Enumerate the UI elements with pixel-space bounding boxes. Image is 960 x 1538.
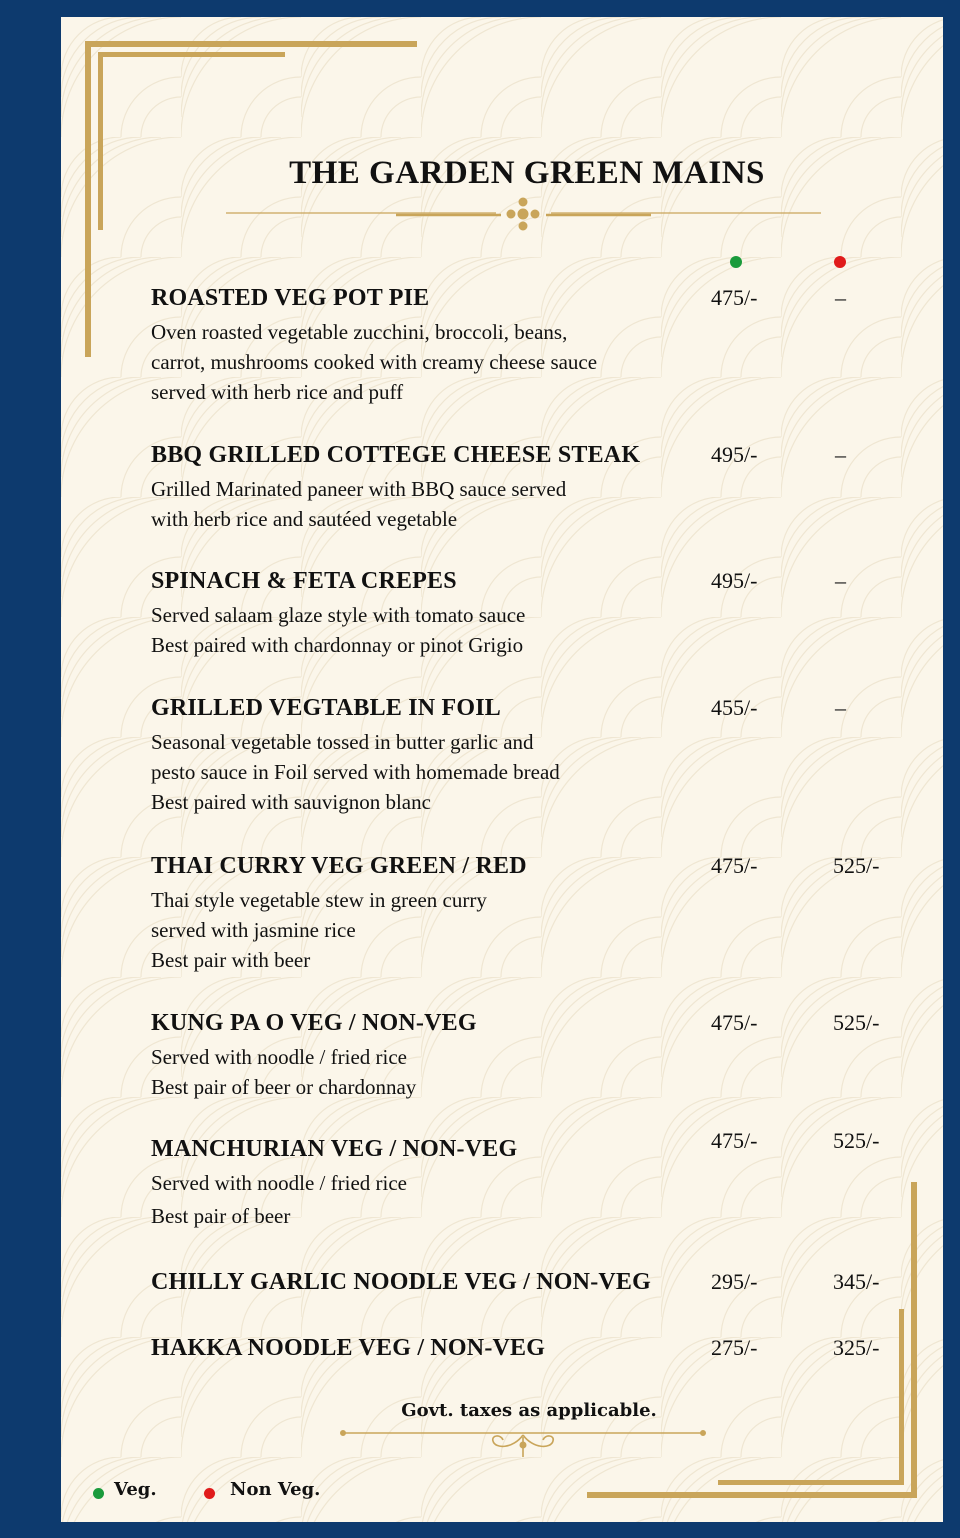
menu-item-name: BBQ GRILLED COTTEGE CHEESE STEAK — [151, 442, 641, 468]
veg-price: 495/- — [711, 442, 758, 467]
legend-nonveg-label: Non Veg. — [230, 1479, 321, 1500]
menu-item-description: carrot, mushrooms cooked with creamy cheese sauce — [151, 350, 598, 374]
menu-item-description: Served with noodle / fried rice — [151, 1171, 407, 1195]
menu-item-description: served with jasmine rice — [151, 918, 356, 942]
menu-item-description: Served salaam glaze style with tomato sauce — [151, 603, 526, 627]
legend-nonveg-dot — [204, 1488, 215, 1499]
menu-item-description: Served with noodle / fried rice — [151, 1045, 407, 1069]
menu-item-name: SPINACH & FETA CREPES — [151, 568, 457, 594]
footer-divider-ornament — [337, 1423, 709, 1463]
title-divider-ornament — [226, 197, 821, 233]
tax-note: Govt. taxes as applicable. — [401, 1400, 657, 1421]
menu-item-name: THAI CURRY VEG GREEN / RED — [151, 853, 527, 879]
veg-price: 475/- — [711, 285, 758, 310]
veg-column-indicator — [730, 256, 742, 268]
menu-item-description: Best paired with chardonnay or pinot Grigio — [151, 633, 524, 657]
frame-top-outer — [85, 41, 417, 47]
veg-price: 475/- — [711, 853, 758, 878]
menu-item-name: KUNG PA O VEG / NON-VEG — [151, 1010, 477, 1036]
menu-page — [61, 17, 943, 1522]
menu-item-description: Best paired with sauvignon blanc — [151, 790, 431, 814]
menu-item-name: MANCHURIAN VEG / NON-VEG — [151, 1136, 518, 1162]
menu-item-description: Best pair of beer or chardonnay — [151, 1075, 417, 1099]
frame-top-inner — [98, 52, 285, 57]
menu-item-description: Grilled Marinated paneer with BBQ sauce served — [151, 477, 567, 501]
frame-bottom-inner — [718, 1480, 904, 1485]
menu-item-description: served with herb rice and puff — [151, 380, 404, 404]
veg-price: 455/- — [711, 695, 758, 720]
legend-veg-dot — [93, 1488, 104, 1499]
frame-right-outer — [911, 1182, 917, 1498]
menu-item-name: CHILLY GARLIC NOODLE VEG / NON-VEG — [151, 1269, 651, 1295]
nonveg-price: 525/- — [833, 1128, 880, 1153]
veg-price: 475/- — [711, 1128, 758, 1153]
menu-item-description: pesto sauce in Foil served with homemade bread — [151, 760, 560, 784]
menu-title: THE GARDEN GREEN MAINS — [289, 155, 765, 191]
frame-left-outer — [85, 41, 91, 357]
frame-left-inner — [98, 52, 103, 230]
veg-price: 475/- — [711, 1010, 758, 1035]
menu-item-description: Best pair with beer — [151, 948, 311, 972]
menu-item-description: Best pair of beer — [151, 1204, 291, 1228]
menu-item-description: Seasonal vegetable tossed in butter garlic and — [151, 730, 534, 754]
nonveg-price: 525/- — [833, 1010, 880, 1035]
nonveg-column-indicator — [834, 256, 846, 268]
menu-item-name: HAKKA NOODLE VEG / NON-VEG — [151, 1335, 546, 1361]
veg-price: 295/- — [711, 1269, 758, 1294]
menu-item-description: Oven roasted vegetable zucchini, broccoli, beans, — [151, 320, 568, 344]
nonveg-price: 345/- — [833, 1269, 880, 1294]
frame-bottom-outer — [587, 1492, 917, 1498]
menu-item-description: Thai style vegetable stew in green curry — [151, 888, 487, 912]
nonveg-price: – — [835, 442, 846, 467]
nonveg-price: – — [835, 568, 846, 593]
nonveg-price: – — [835, 695, 846, 720]
veg-price: 495/- — [711, 568, 758, 593]
veg-price: 275/- — [711, 1335, 758, 1360]
menu-item-name: ROASTED VEG POT PIE — [151, 285, 430, 311]
legend-veg-label: Veg. — [114, 1479, 157, 1500]
frame-right-inner — [899, 1309, 904, 1485]
menu-item-description: with herb rice and sautéed vegetable — [151, 507, 458, 531]
nonveg-price: 525/- — [833, 853, 880, 878]
menu-item-name: GRILLED VEGTABLE IN FOIL — [151, 695, 501, 721]
nonveg-price: – — [835, 285, 846, 310]
nonveg-price: 325/- — [833, 1335, 880, 1360]
